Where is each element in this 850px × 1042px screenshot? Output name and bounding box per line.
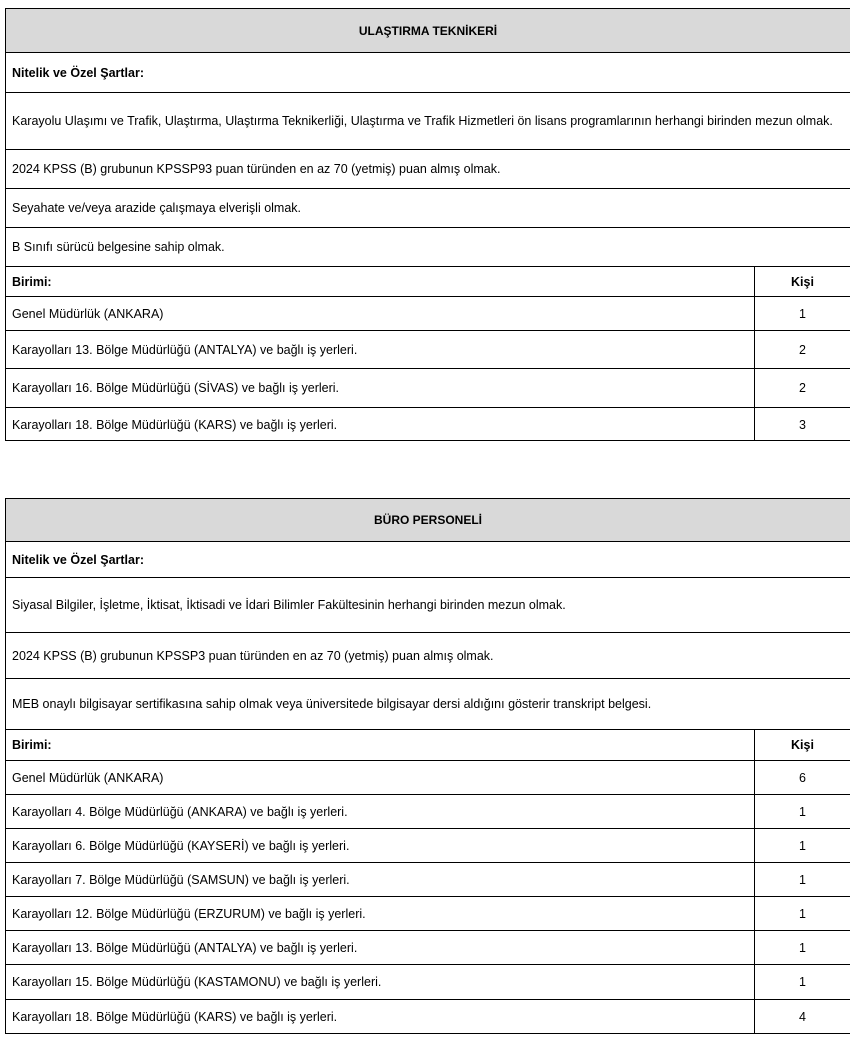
unit-name: Karayolları 18. Bölge Müdürlüğü (KARS) ve bağlı iş yerleri. (12, 417, 338, 432)
requirement-text: B Sınıfı sürücü belgesine sahip olmak. (12, 240, 225, 254)
section-title-text: ULAŞTIRMA TEKNİKERİ (358, 23, 498, 38)
requirements-label (6, 52, 850, 92)
unit-count: 1 (754, 863, 850, 896)
requirement-text: MEB onaylı bilgisayar sertifikasına sahip olmak veya üniversitede bilgisayar dersi aldığını gösterir transkript belgesi. (12, 697, 652, 711)
unit-row (6, 296, 850, 330)
unit-row (6, 407, 850, 441)
section-title (6, 9, 850, 52)
unit-name: Karayolları 13. Bölge Müdürlüğü (ANTALYA) ve bağlı iş yerleri. (12, 940, 358, 955)
unit-row (6, 999, 850, 1034)
unit-name: Karayolları 13. Bölge Müdürlüğü (ANTALYA) ve bağlı iş yerleri. (12, 342, 358, 357)
unit-name: Karayolları 12. Bölge Müdürlüğü (ERZURUM) ve bağlı iş yerleri. (12, 906, 366, 921)
unit-name: Karayolları 15. Bölge Müdürlüğü (KASTAMONU) ve bağlı iş yerleri. (12, 975, 382, 989)
section-title (6, 499, 850, 541)
unit-row (6, 794, 850, 828)
section-buro-personeli (5, 498, 850, 1034)
unit-name: Karayolları 18. Bölge Müdürlüğü (KARS) ve bağlı iş yerleri. (12, 1010, 338, 1024)
count-header: Kişi (754, 267, 850, 296)
unit-row (6, 964, 850, 999)
units-header (6, 729, 850, 760)
requirement-item (6, 678, 850, 729)
requirement-item (6, 149, 850, 188)
unit-name: Karayolları 7. Bölge Müdürlüğü (SAMSUN) ve bağlı iş yerleri. (12, 872, 350, 887)
unit-count: 1 (754, 829, 850, 862)
unit-name: Karayolları 4. Bölge Müdürlüğü (ANKARA) ve bağlı iş yerleri. (12, 804, 348, 819)
unit-count: 1 (754, 897, 850, 930)
section-title-text: BÜRO PERSONELİ (373, 513, 482, 527)
unit-count: 1 (754, 795, 850, 828)
unit-row (6, 896, 850, 930)
unit-row (6, 930, 850, 964)
unit-row (6, 368, 850, 407)
requirement-text: Siyasal Bilgiler, İşletme, İktisat, İktisadi ve İdari Bilimler Fakültesinin herhangi birinden mezun olmak. (12, 598, 566, 612)
requirement-item (6, 577, 850, 632)
unit-row (6, 862, 850, 896)
requirement-item (6, 188, 850, 227)
requirement-text: 2024 KPSS (B) grubunun KPSSP93 puan türünden en az 70 (yetmiş) puan almış olmak. (12, 162, 501, 176)
requirement-text: Seyahate ve/veya arazide çalışmaya elverişli olmak. (12, 201, 302, 215)
requirement-item (6, 632, 850, 678)
requirement-text: Karayolu Ulaşımı ve Trafik, Ulaştırma, Ulaştırma Teknikerliği, Ulaştırma ve Trafik Hizmetleri ön lisans programlarının herhangi birinden mezun olmak. (12, 114, 833, 128)
requirement-item (6, 227, 850, 266)
requirements-label-text: Nitelik ve Özel Şartlar: (12, 65, 145, 80)
requirements-label-text: Nitelik ve Özel Şartlar: (12, 552, 145, 567)
unit-count: 6 (754, 761, 850, 794)
unit-row (6, 760, 850, 794)
unit-count: 2 (754, 331, 850, 368)
unit-count: 4 (754, 1000, 850, 1034)
units-header (6, 266, 850, 296)
section-ulastirma-teknikeri (5, 8, 850, 441)
requirements-label (6, 541, 850, 577)
unit-row (6, 330, 850, 368)
unit-count: 1 (754, 965, 850, 999)
unit-name: Genel Müdürlük (ANKARA) (12, 770, 164, 785)
unit-header: Birimi: (12, 274, 52, 289)
requirement-text: 2024 KPSS (B) grubunun KPSSP3 puan türünden en az 70 (yetmiş) puan almış olmak. (12, 648, 494, 663)
requirement-item (6, 92, 850, 149)
unit-count: 1 (754, 931, 850, 964)
unit-row (6, 828, 850, 862)
unit-name: Genel Müdürlük (ANKARA) (12, 306, 164, 321)
unit-count: 3 (754, 408, 850, 441)
unit-header: Birimi: (12, 738, 52, 752)
unit-name: Karayolları 16. Bölge Müdürlüğü (SİVAS) ve bağlı iş yerleri. (12, 381, 340, 395)
unit-count: 1 (754, 297, 850, 330)
unit-count: 2 (754, 369, 850, 407)
unit-name: Karayolları 6. Bölge Müdürlüğü (KAYSERİ) ve bağlı iş yerleri. (12, 838, 350, 853)
count-header: Kişi (754, 730, 850, 760)
